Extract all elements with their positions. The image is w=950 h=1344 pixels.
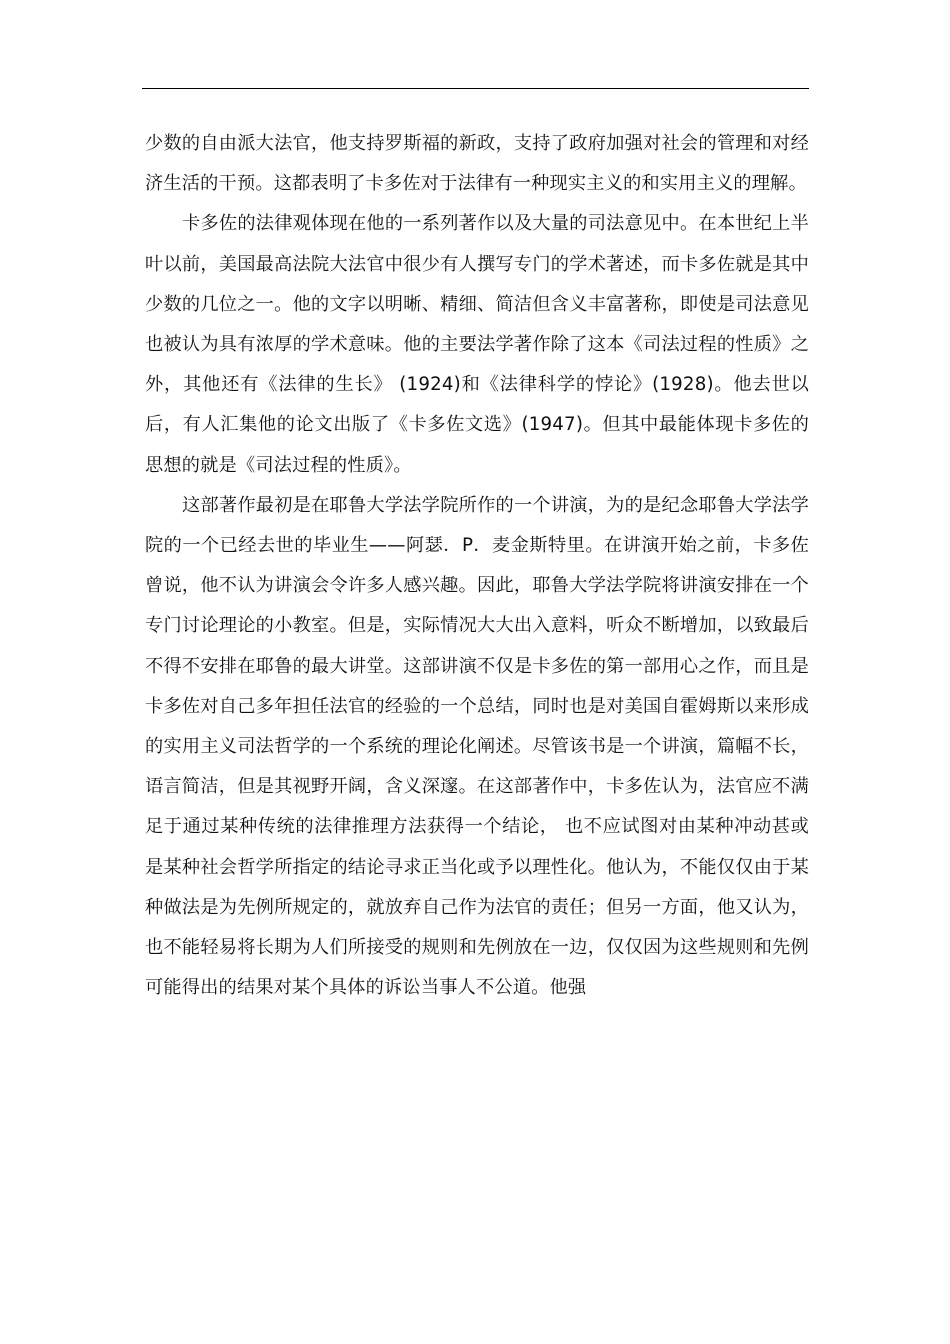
paragraph-3: 这部著作最初是在耶鲁大学法学院所作的一个讲演，为的是纪念耶鲁大学法学院的一个已经去世的毕业生——阿瑟．P．麦金斯特里。在讲演开始之前，卡多佐曾说，他不认为讲演会令许多人感兴趣。因此，耶鲁大学法学院将讲演安排在一个专门讨论理论的小教室。但是，实际情况大大出入意料，听众不断增加，以致最后不得不安排在耶鲁的最大讲堂。这部讲演不仅是卡多佐的第一部用心之作，而且是卡多佐对自己多年担任法官的经验的一个总结，同时也是对美国自霍姆斯以来形成的实用主义司法哲学的一个系统的理论化阐述。尽管该书是一个讲演，篇幅不长，语言简洁，但是其视野开阔，含义深邃。在这部著作中，卡多佐认为，法官应不满足于通过某种传统的法律推理方法获得一个结论， 也不应试图对由某种冲动甚或是某种社会哲学所指定的结论寻求正当化或予以理性化。他认为，不能仅仅由于某种做法是为先例所规定的，就放弃自己作为法官的责任；但另一方面，他又认为，也不能轻易将长期为人们所接受的规则和先例放在一边，仅仅因为这些规则和先例可能得出的结果对某个具体的诉讼当事人不公道。他强 xyxy=(145,494,809,999)
paragraph-2: 卡多佐的法律观体现在他的一系列著作以及大量的司法意见中。在本世纪上半叶以前，美国最高法院大法官中很少有人撰写专门的学术著述，而卡多佐就是其中少数的几位之一。他的文字以明晰、精细、简洁但含义丰富著称，即使是司法意见也被认为具有浓厚的学术意味。他的主要法学著作除了这本《司法过程的性质》之外，其他还有《法律的生长》 (1924)和《法律科学的悖论》(1928)。他去世以后，有人汇集他的论文出版了《卡多佐文选》(1947)。但其中最能体现卡多佐的思想的就是《司法过程的性质》。 xyxy=(145,213,809,476)
body-text xyxy=(145,124,809,1008)
header-rule xyxy=(142,88,809,89)
paragraph-1: 少数的自由派大法官，他支持罗斯福的新政，支持了政府加强对社会的管理和对经济生活的干预。这都表明了卡多佐对于法律有一种现实主义的和实用主义的理解。 xyxy=(145,133,809,195)
